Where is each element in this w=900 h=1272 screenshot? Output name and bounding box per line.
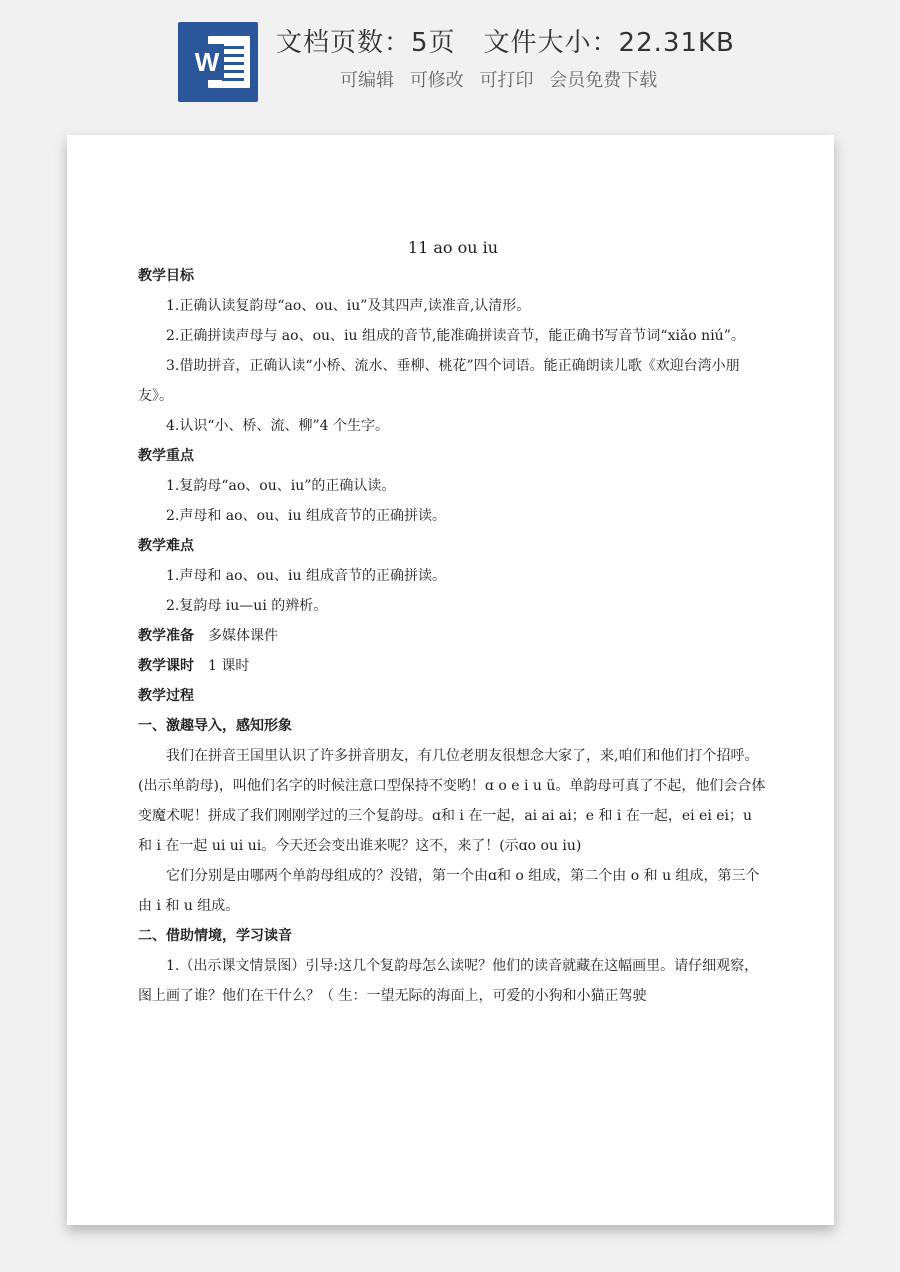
goal-item: 3.借助拼音，正确认读“小桥、流水、垂柳、桃花”四个词语。能正确朗读儿歌《欢迎台湾小朋友》。 xyxy=(138,358,740,404)
goal-item: 2.正确拼读声母与 ao、ou、iu 组成的音节,能准确拼读音节，能正确书写音节词“xiǎo niú”。 xyxy=(166,328,745,344)
download-banner xyxy=(0,0,900,130)
goal-item: 1.正确认读复韵母“ao、ou、iu”及其四声,读准音,认清形。 xyxy=(166,298,531,314)
document-body xyxy=(138,235,768,1011)
heading-goals: 教学目标 xyxy=(138,268,194,284)
prep-value: 多媒体课件 xyxy=(208,628,278,644)
word-letter: W xyxy=(190,44,224,80)
page-count: 文档页数：5页 xyxy=(276,28,456,58)
key-item: 1.复韵母“ao、ou、iu”的正确认读。 xyxy=(166,478,396,494)
step-1-title: 一、激趣导入，感知形象 xyxy=(138,718,292,734)
goal-item: 4.认识“小、桥、流、柳”4 个生字。 xyxy=(166,418,390,434)
hours-row xyxy=(138,651,768,681)
feature-printable: 可打印 xyxy=(479,70,534,91)
document-title: 11 ao ou iu xyxy=(407,238,499,257)
step-2-title: 二、借助情境，学习读音 xyxy=(138,928,292,944)
heading-difficulties: 教学难点 xyxy=(138,538,194,554)
step-2-paragraph: 1.（出示课文情景图）引导:这几个复韵母怎么读呢？他们的读音就藏在这幅画里。请仔细观察，图上画了谁？他们在干什么？（ 生：一望无际的海面上，可爱的小狗和小猫正驾驶 xyxy=(138,958,759,1004)
hours-value: 1 课时 xyxy=(208,658,250,674)
document-page xyxy=(67,135,834,1225)
difficulty-item: 1.声母和 ao、ou、iu 组成音节的正确拼读。 xyxy=(166,568,446,584)
step-1-paragraph: 我们在拼音王国里认识了许多拼音朋友，有几位老朋友很想念大家了，来,咱们和他们打个招呼。(出示单韵母)，叫他们名字的时候注意口型保持不变哟！ɑ o e i u ü。单韵母可真了不起，他们会合体变魔术呢！拼成了我们刚刚学过的三个复韵母。ɑ和 i 在一起，ai ai ai；e 和 i 在一起，ei ei ei；u 和 i 在一起 ui ui ui。今天还会变出谁来呢？这不，来了！(示ɑo ou iu) xyxy=(138,748,766,854)
prep-label: 教学准备 xyxy=(138,628,194,644)
feature-modifiable: 可修改 xyxy=(409,70,464,91)
file-meta xyxy=(276,22,876,59)
key-item: 2.声母和 ao、ou、iu 组成音节的正确拼读。 xyxy=(166,508,446,524)
heading-process: 教学过程 xyxy=(138,688,194,704)
step-1-paragraph: 它们分别是由哪两个单韵母组成的？没错，第一个由ɑ和 o 组成，第二个由 o 和 u 组成，第三个由 i 和 u 组成。 xyxy=(138,868,760,914)
file-size: 文件大小：22.31KB xyxy=(483,28,735,58)
heading-key-points: 教学重点 xyxy=(138,448,194,464)
prep-row xyxy=(138,621,768,651)
hours-label: 教学课时 xyxy=(138,658,194,674)
difficulty-item: 2.复韵母 iu—ui 的辨析。 xyxy=(166,598,328,614)
feature-member-download: 会员免费下载 xyxy=(549,70,658,91)
word-document-icon xyxy=(178,22,258,102)
feature-list xyxy=(340,66,840,92)
feature-editable: 可编辑 xyxy=(340,70,394,91)
